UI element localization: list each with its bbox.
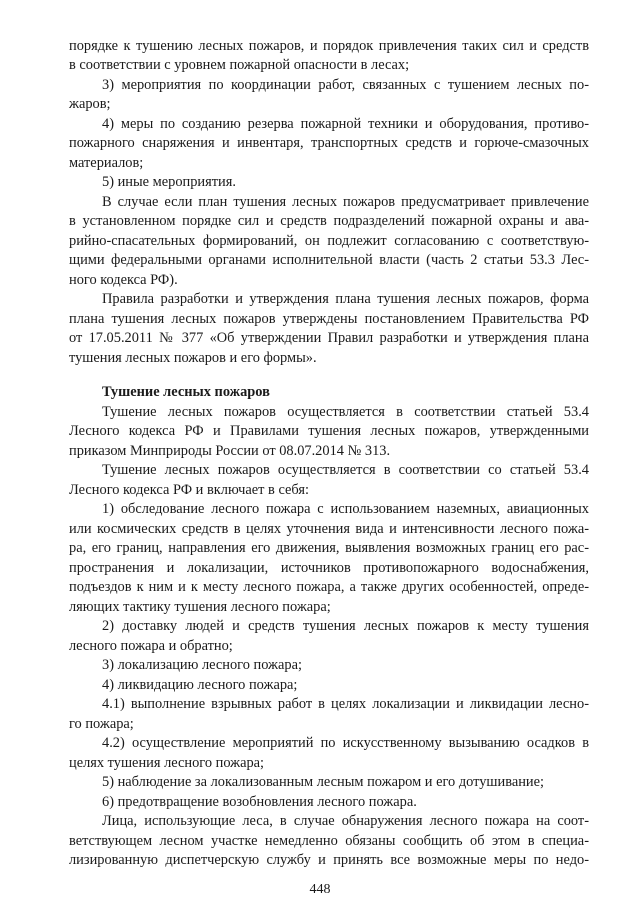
text-line: жаров; xyxy=(69,96,111,112)
text-line: в соответствии с уровнем пожарной опасности в лесах; xyxy=(69,57,410,73)
text-line: 4.2) осуществление мероприятий по искусственному вызыванию осадков в xyxy=(102,735,589,751)
text-line: в установленном порядке сил и средств подразделений пожарной охраны и ава- xyxy=(69,213,589,229)
text-line: рийно-спасательных формирований, он подлежит согласованию с соответствую- xyxy=(69,233,589,249)
text-line: 3) локализацию лесного пожара; xyxy=(102,657,302,673)
text-line: 4) ликвидацию лесного пожара; xyxy=(102,677,298,693)
text-line: ра, его границ, направления его движения, выявления возможных границ его рас- xyxy=(69,540,589,556)
text-line: го пожара; xyxy=(69,716,134,732)
page-number: 448 xyxy=(309,882,331,897)
text-line: пожарного снаряжения и инвентаря, транспортных средств и горюче-смазочных xyxy=(69,135,589,151)
text-line: ляющих тактику тушения лесного пожара; xyxy=(69,599,331,615)
text-line: 4.1) выполнение взрывных работ в целях локализации и ликвидации лесно- xyxy=(102,696,589,712)
text-line: Лица, использующие леса, в случае обнаружения лесного пожара на соот- xyxy=(102,813,589,829)
text-line: Лесного кодекса РФ и включает в себя: xyxy=(69,482,309,498)
section-heading: Тушение лесных пожаров xyxy=(102,384,270,400)
text-line: 1) обследование лесного пожара с использованием наземных, авиационных xyxy=(102,501,589,517)
text-line: 3) мероприятия по координации работ, связанных с тушением лесных по- xyxy=(102,77,589,93)
text-line: порядке к тушению лесных пожаров, и порядок привлечения таких сил и средств xyxy=(69,38,589,54)
text-line: ветствующем лесном участке немедленно обязаны сообщить об этом в специа- xyxy=(69,833,589,849)
text-line: 5) иные мероприятия. xyxy=(102,174,236,190)
text-line: ного кодекса РФ). xyxy=(69,272,178,288)
text-line: 6) предотвращение возобновления лесного пожара. xyxy=(102,794,417,810)
text-line: лесного пожара и обратно; xyxy=(69,638,233,654)
text-line: лизированную диспетчерскую службу и принять все возможные меры по недо- xyxy=(69,852,589,868)
text-line: Лесного кодекса РФ и Правилами тушения лесных пожаров, утвержденными xyxy=(69,423,589,439)
text-line: тушения лесных пожаров и его формы». xyxy=(69,350,317,366)
text-line: Тушение лесных пожаров осуществляется в соответствии со статьей 53.4 xyxy=(102,462,589,478)
text-line: 2) доставку людей и средств тушения лесных пожаров к месту тушения xyxy=(102,618,589,634)
text-line: плана тушения лесных пожаров утверждены постановлением Правительства РФ xyxy=(69,311,589,327)
text-line: 4) меры по созданию резерва пожарной техники и оборудования, противо- xyxy=(102,116,589,132)
text-line: или космических средств в целях уточнения вида и интенсивности лесного пожа- xyxy=(69,521,589,537)
text-line: Правила разработки и утверждения плана тушения лесных пожаров, форма xyxy=(102,291,589,307)
text-line: пространения и локализации, источников противопожарного водоснабжения, xyxy=(69,560,589,576)
text-line: 5) наблюдение за локализованным лесным пожаром и его дотушивание; xyxy=(102,774,544,790)
text-line: целях тушения лесного пожара; xyxy=(69,755,265,771)
text-line: В случае если план тушения лесных пожаров предусматривает привлечение xyxy=(102,194,589,210)
text-line: подъездов к ним и к месту лесного пожара, а также других особенностей, опреде- xyxy=(69,579,589,595)
text-line: от 17.05.2011 № 377 «Об утверждении Правил разработки и утверждения плана xyxy=(69,330,589,346)
text-line: Тушение лесных пожаров осуществляется в соответствии статьей 53.4 xyxy=(102,404,589,420)
text-line: материалов; xyxy=(69,155,144,171)
text-line: приказом Минприроды России от 08.07.2014 № 313. xyxy=(69,443,391,459)
text-line: щими федеральными органами исполнительной власти (часть 2 статьи 53.3 Лес- xyxy=(69,252,589,268)
